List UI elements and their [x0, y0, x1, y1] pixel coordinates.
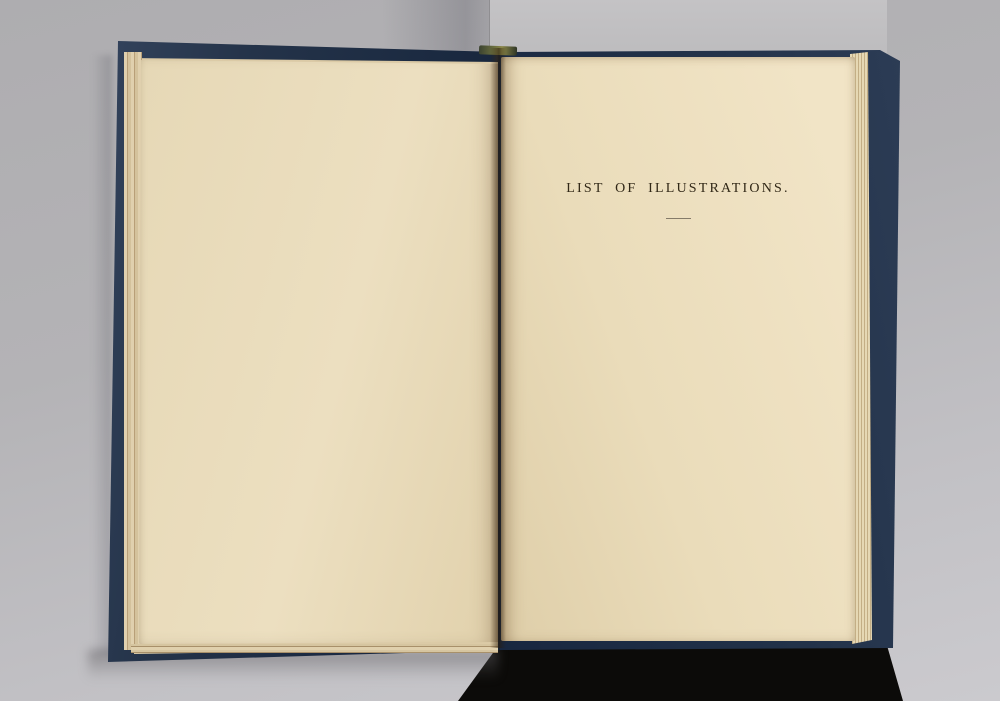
left-blank-page [139, 56, 498, 644]
gutter-shadow [490, 48, 506, 648]
page-title: LIST OF ILLUSTRATIONS. [566, 181, 790, 196]
right-page [501, 57, 855, 641]
illustrations-toc [541, 57, 800, 641]
cover-edge-shadow [92, 55, 112, 655]
illustration-list [541, 237, 800, 295]
left-bottom-page-edges [131, 644, 498, 653]
